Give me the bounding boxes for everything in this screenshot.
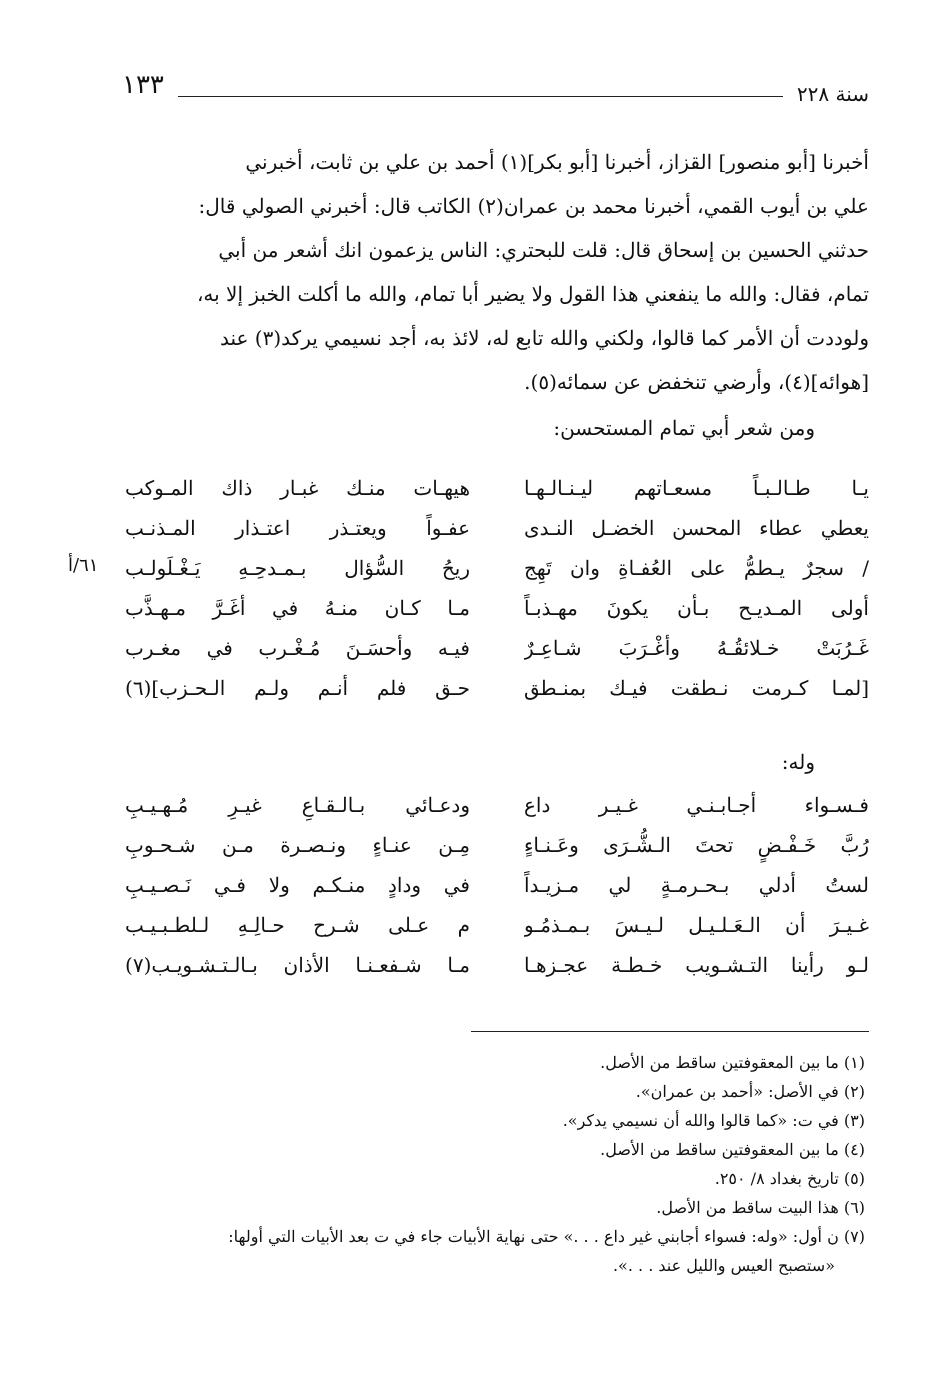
footnotes [75, 1048, 865, 1280]
footnote-rule [471, 1031, 869, 1032]
verse-right: يـا طـالـبـاً مسعـاتهم ليـنـالـهـا [524, 476, 869, 500]
folio-margin-note: ٦١/أ [68, 555, 99, 576]
poem1-left-hemistichs [125, 468, 470, 708]
verse-right: أولى المـديـح بـأن يكونَ مهـذبـاً [524, 596, 869, 620]
running-title: سنة ٢٢٨ [796, 82, 869, 106]
prose-line: أخبرنا [أبو منصور] القزاز، أخبرنا [أبو بكر](١) أحمد بن علي بن ثابت، أخبرني [245, 150, 869, 174]
verse-right: لـو رأينا التـشـويب خـطـة عجـزهـا [524, 953, 869, 977]
footnote: (١) ما بين المعقوفتين ساقط من الأصل. [600, 1053, 865, 1072]
verse-left: مـا كـان منـهُ في أغَـرَّ مـهـذَّب [125, 596, 470, 620]
prose-line: علي بن أيوب القمي، أخبرنا محمد بن عمران(٢) الكاتب قال: أخبرني الصولي قال: [198, 194, 869, 218]
footnote-continuation: «ستصبح العيس والليل عند . . .». [612, 1256, 835, 1275]
poem2-left-hemistichs [125, 785, 470, 985]
verse-right: رُبَّ خَـفْـضٍ تحتَ الـشُّـرَى وعَـنـاءٍ [524, 833, 869, 857]
prose-line: ولوددت أن الأمر كما قالوا، ولكني والله تابع له، لائذ به، أجد نسيمي يركد(٣) عند [219, 326, 869, 350]
footnote: (٢) في الأصل: «أحمد بن عمران». [635, 1082, 865, 1101]
verse-left: فيـه وأحسَـنَ مُـغْـرب في مغـرب [125, 636, 470, 660]
verse-left: ريحُ السُّؤال بـمـدحِـهِ يَـغْـلَولـب [125, 556, 470, 580]
verse-left: مِـن عنـاءٍ ونـصـرة مـن شـحـوبِ [125, 833, 470, 857]
footnote: (٧) ن أول: «وله: فسواء أجابني غير داع . . .» حتى نهاية الأبيات جاء في ت بعد الأبيات التي أولها: [228, 1227, 865, 1246]
page-number: ١٣٣ [122, 70, 164, 100]
prose-paragraph [124, 140, 869, 404]
verse-left: في ودادٍ منـكـم ولا فـي نَـصـيـبِ [125, 873, 470, 897]
footnote: (٤) ما بين المعقوفتين ساقط من الأصل. [600, 1140, 865, 1159]
verse-left: حـق فلم أنـم ولـم الـحـزب](٦) [125, 676, 470, 700]
verse-right: يعطي عطاء المحسن الخضـل النـدى [524, 516, 869, 540]
verse-left: هيهـات منـك غبـار ذاك المـوكب [125, 476, 470, 500]
verse-left: عفـواً ويعتـذر اعتـذار المـذنـب [125, 516, 470, 540]
poem1-right-hemistichs [524, 468, 869, 708]
verse-left: ودعـائي بـالـقـاعِ غيـرِ مُـهـيـبِ [125, 793, 470, 817]
poem2-intro: وله: [781, 750, 815, 774]
verse-right: غـيـرَ أن الـعَـلـيـل لـيـسَ بـمـذمُـو [524, 913, 869, 937]
prose-line: حدثني الحسين بن إسحاق قال: قلت للبحتري: الناس يزعمون انك أشعر من أبي [218, 238, 869, 262]
poem2-right-hemistichs [524, 785, 869, 985]
verse-left: مـا شـفعـنـا الأذان بـالـتـشـويـب(٧) [125, 953, 470, 977]
verse-right: فـسـواء أجـابـنـي غـيـر داع [524, 793, 869, 817]
verse-right: غَـرُبَتْ خـلائقُـهُ وأغْـرَبَ شـاعِـرٌ [524, 636, 869, 660]
prose-line: تمام، فقال: والله ما ينفعني هذا القول ولا يضير أبا تمام، والله ما أكلت الخبز إلا به، [196, 282, 869, 306]
verse-right: لستُ أدلي بـحـرمـةٍ لي مـزيـداً [524, 873, 869, 897]
header-rule [178, 96, 783, 97]
poem1-intro: ومن شعر أبي تمام المستحسن: [553, 416, 815, 440]
footnote: (٦) هذا البيت ساقط من الأصل. [656, 1198, 865, 1217]
verse-right: / سجرٌ يـطمُّ على العُفـاةِ وان تَهِج [524, 556, 869, 580]
verse-left: م عـلى شـرح حـالِـهِ لـلطـبـيـب [125, 913, 470, 937]
verse-right: [لمـا كـرمت نـطقت فيـك بمنـطق [524, 676, 869, 700]
footnote: (٣) في ت: «كما قالوا والله أن نسيمي يدكر». [562, 1111, 865, 1130]
prose-line: [هوائه](٤)، وأرضي تنخفض عن سمائه(٥). [524, 370, 869, 394]
footnote: (٥) تاريخ بغداد ٨/ ٢٥٠. [714, 1169, 865, 1188]
